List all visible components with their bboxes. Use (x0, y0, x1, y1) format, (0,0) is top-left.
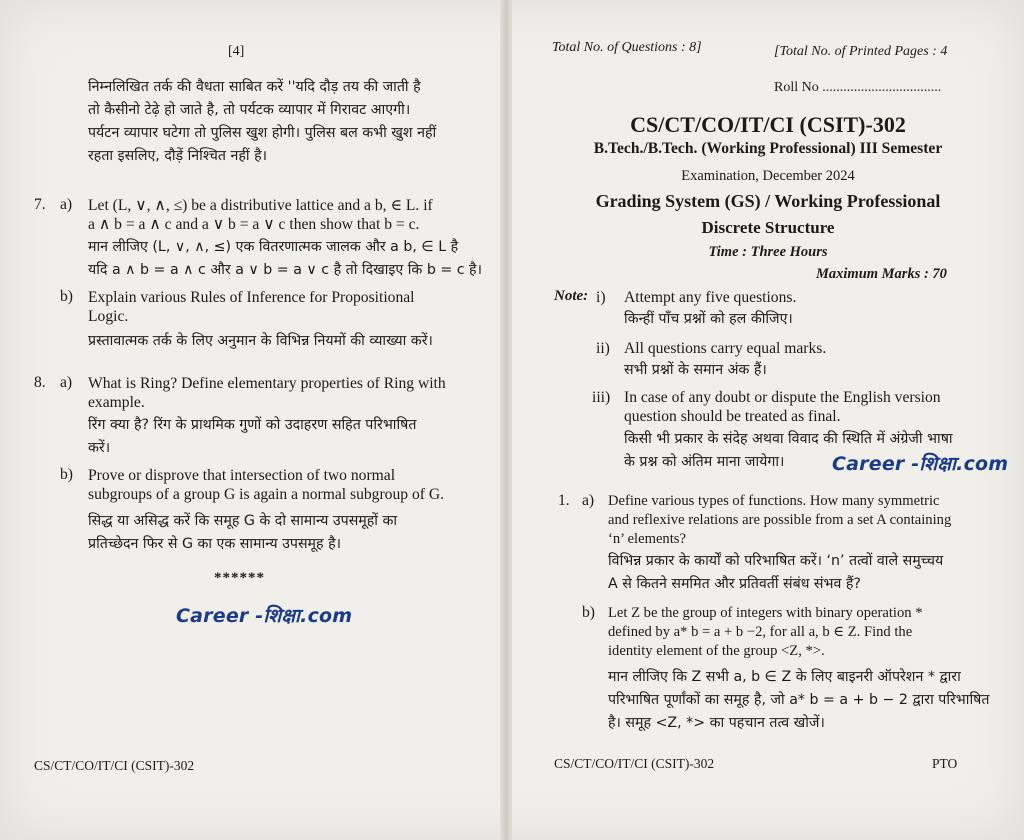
intro-hindi-text (88, 76, 488, 168)
examination: Examination, December 2024 (681, 168, 855, 184)
watermark-logo: Career -शिक्षा.com (176, 605, 353, 627)
watermark-logo: Career -शिक्षा.com (832, 453, 1009, 475)
intro-hindi-line: तो कैसीनो टेढ़े हो जाते है, तो पर्यटक व्यापार में गिरावट आएगी। (88, 102, 411, 118)
exam-time: Time : Three Hours (708, 244, 828, 260)
roll-number-field: Roll No .................................. (774, 80, 942, 95)
left-page (0, 0, 500, 840)
text-line: Logic. (88, 308, 129, 325)
q8a-english (88, 374, 488, 412)
subpart-label: a) (582, 492, 595, 509)
q7b-english (88, 288, 488, 326)
q1b-hindi (608, 666, 1018, 735)
text-line: ‘n’ elements? (608, 531, 686, 547)
text-line: a ∧ b = a ∧ c and a ∨ b = a ∨ c then show that b = c. (88, 216, 420, 233)
note-english (624, 388, 1016, 426)
text-line: मान लीजिए (L, ∨, ∧, ≤) एक वितरणात्मक जालक और a b, ∈ L है (88, 239, 459, 255)
total-questions: Total No. of Questions : 8] (552, 40, 702, 55)
subpart-label: b) (582, 604, 595, 621)
note-number: ii) (596, 340, 610, 357)
page-gutter (500, 0, 512, 840)
text-line: किसी भी प्रकार के संदेह अथवा विवाद की स्थिति में अंग्रेजी भाषा (624, 431, 953, 447)
total-pages: [Total No. of Printed Pages : 4 (774, 44, 948, 59)
text-line: Let Z be the group of integers with binary operation * (608, 605, 923, 621)
text-line: identity element of the group <Z, *>. (608, 643, 825, 659)
question-number: 1. (558, 492, 570, 509)
text-line: question should be treated as final. (624, 408, 841, 425)
programme: B.Tech./B.Tech. (Working Professional) III Semester (593, 140, 943, 157)
text-line: A से कितने सममित और प्रतिवर्ती संबंध संभव हैं? (608, 576, 861, 592)
subpart-label: a) (60, 196, 73, 213)
text-line: In case of any doubt or dispute the English version (624, 389, 941, 406)
note-hindi: किन्हीं पाँच प्रश्नों को हल कीजिए। (624, 311, 793, 327)
q8b-english (88, 466, 488, 504)
text-line: What is Ring? Define elementary properties of Ring with (88, 375, 446, 392)
subpart-label: a) (60, 374, 73, 391)
text-line: defined by a* b = a + b −2, for all a, b ∈ Z. Find the (608, 624, 913, 640)
subpart-label: b) (60, 466, 73, 483)
text-line: करें। (88, 440, 111, 456)
note-hindi: सभी प्रश्नों के समान अंक हैं। (624, 362, 767, 378)
intro-hindi-line: रहता इसलिए, दौड़ें निश्चित नहीं है। (88, 148, 267, 164)
page-number: [4] (228, 44, 245, 59)
text-line: सिद्ध या असिद्ध करें कि समूह G के दो सामान्य उपसमूहों का (88, 513, 398, 529)
right-page (512, 0, 1024, 840)
q7a-hindi (88, 236, 488, 282)
text-line: subgroups of a group G is again a normal subgroup of G. (88, 486, 444, 503)
subpart-label: b) (60, 288, 73, 305)
question-number: 8. (34, 374, 46, 391)
text-line: Define various types of functions. How many symmetric (608, 493, 940, 509)
q1a-hindi (608, 550, 1018, 596)
text-line: Explain various Rules of Inference for Propositional (88, 289, 415, 306)
text-line: के प्रश्न को अंतिम माना जायेगा। (624, 454, 785, 470)
note-english: All questions carry equal marks. (624, 340, 827, 357)
maximum-marks: Maximum Marks : 70 (816, 266, 947, 282)
note-number: iii) (592, 389, 611, 406)
text-line: and reflexive relations are possible from a set A containing (608, 512, 952, 528)
note-number: i) (596, 289, 606, 306)
q1a-english (608, 492, 1018, 549)
text-line: Let (L, ∨, ∧, ≤) be a distributive lattice and a b, ∈ L. if (88, 197, 433, 214)
subject-title: Discrete Structure (701, 218, 835, 237)
text-line: प्रतिच्छेदन फिर से G का एक सामान्य उपसमूह है। (88, 536, 341, 552)
note-english: Attempt any five questions. (624, 289, 797, 306)
q1b-english (608, 604, 1018, 661)
intro-hindi-line: निम्नलिखित तर्क की वैधता साबित करें ''यदि दौड़ तय की जाती है (88, 79, 421, 95)
q7b-hindi (88, 330, 498, 353)
paper-code-title: CS/CT/CO/IT/CI (CSIT)-302 (630, 112, 906, 137)
footer-paper-code: CS/CT/CO/IT/CI (CSIT)-302 (34, 758, 195, 773)
please-turn-over: PTO (932, 756, 958, 771)
q8b-hindi (88, 510, 488, 556)
text-line: यदि a ∧ b = a ∧ c और a ∨ b = a ∨ c है तो दिखाइए कि b = c है। (88, 262, 482, 278)
q7a-english (88, 196, 488, 234)
end-stars: ****** (214, 570, 265, 586)
text-line: Prove or disprove that intersection of two normal (88, 467, 396, 484)
text-line: मान लीजिए कि Z सभी a, b ∈ Z के लिए बाइनरी ऑपरेशन * द्वारा (608, 669, 961, 685)
text-line: है। समूह <Z, *> का पहचान तत्व खोजें। (608, 715, 825, 731)
footer-paper-code: CS/CT/CO/IT/CI (CSIT)-302 (554, 756, 715, 771)
text-line: विभिन्न प्रकार के कार्यों को परिभाषित करें। ‘n’ तत्वों वाले समुच्चय (608, 553, 944, 569)
text-line: परिभाषित पूर्णांकों का समूह है, जो a* b = a + b − 2 द्वारा परिभाषित (608, 692, 990, 708)
text-line: रिंग क्या है? रिंग के प्राथमिक गुणों को उदाहरण सहित परिभाषित (88, 417, 417, 433)
q8a-hindi (88, 414, 488, 460)
question-number: 7. (34, 196, 46, 213)
text-line: प्रस्तावात्मक तर्क के लिए अनुमान के विभिन्न नियमों की व्याख्या करें। (88, 333, 433, 349)
grading-system: Grading System (GS) / Working Professional (595, 191, 941, 211)
intro-hindi-line: पर्यटन व्यापार घटेगा तो पुलिस खुश होगी। पुलिस बल कभी खुश नहीं (88, 125, 437, 141)
text-line: example. (88, 394, 145, 411)
note-label: Note: (554, 288, 589, 304)
